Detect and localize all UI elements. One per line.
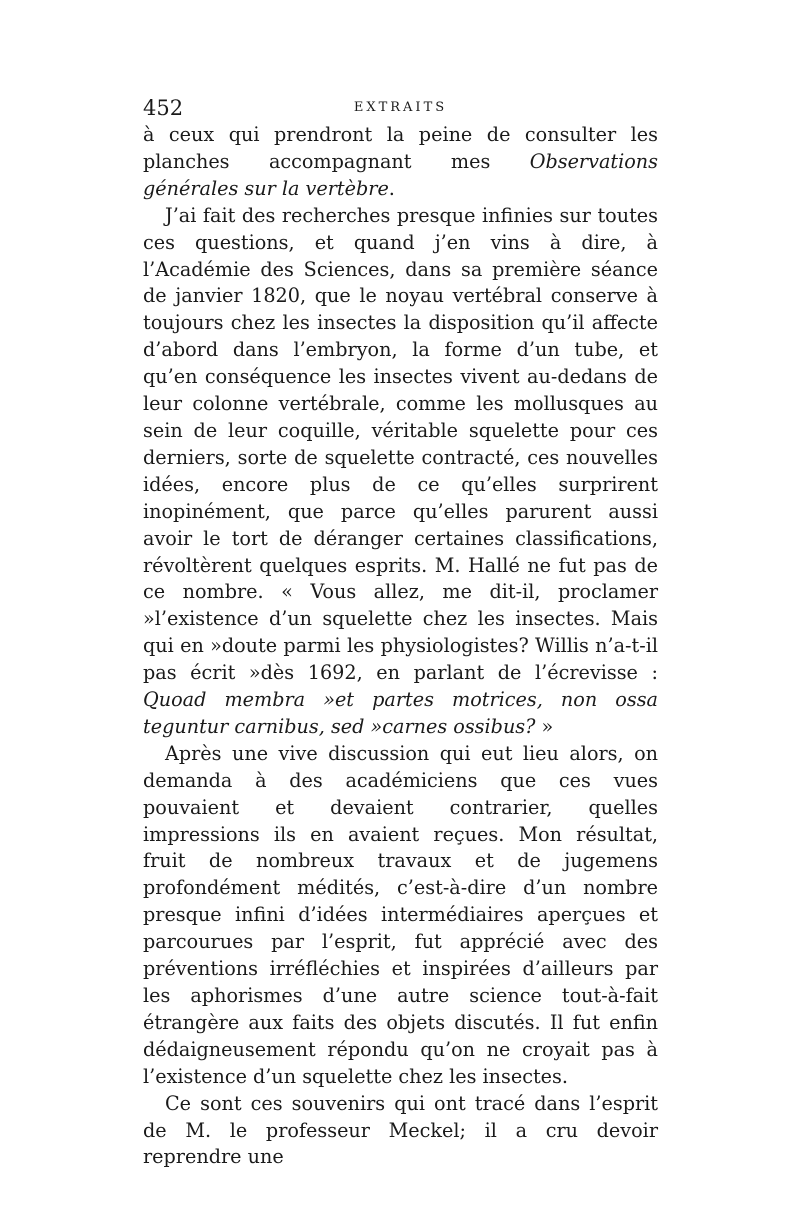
running-title: EXTRAITS <box>353 100 448 115</box>
text-segment: . <box>388 176 395 200</box>
text-segment: » <box>535 714 554 738</box>
running-head <box>143 96 658 122</box>
body-text <box>143 122 658 1171</box>
text-segment: J’ai fait des recherches presque infinies sur toutes ces questions, et quand j’en vins à dire, à l’Académie des Sciences, dans sa première séance de janvier 1820, que le noyau vertébral conserve à toujours chez les insectes la disposition qu’il affecte d’abord dans l’embryon, la forme d’un tube, et qu’en conséquence les insectes vivent au-dedans de leur colonne vertébrale, comme les mollusques au sein de leur coquille, véritable squelette pour ces derniers, sorte de squelette contracté, ces nouvelles idées, encore plus de ce qu’elles surprirent inopinément, que parce qu’elles parurent aussi avoir le tort de déranger certaines classifications, révoltèrent quelques esprits. M. Hallé ne fut pas de ce nombre. « Vous allez, me dit-il, proclamer »l’existence d’un squelette chez les insectes. Mais qui en »doute parmi les physiologistes? Willis n’a-t-il pas écrit »dès 1692, en parlant de l’écrevisse : <box>143 203 658 685</box>
text-segment: Ce sont ces souvenirs qui ont tracé dans l’esprit de M. le professeur Meckel; il a cru devoir reprendre une <box>143 1091 658 1169</box>
page-number: 452 <box>143 96 184 120</box>
paragraph-3 <box>143 741 658 1091</box>
text-segment: à ceux qui prendront la peine de consulter les planches accompagnant mes <box>143 123 658 173</box>
book-page <box>143 96 658 1171</box>
paragraph-2 <box>143 203 658 741</box>
italic-segment: Observations générales sur la vertèbre <box>143 149 658 200</box>
paragraph-1 <box>143 122 658 203</box>
text-segment: Après une vive discussion qui eut lieu alors, on demanda à des académiciens que ces vues pouvaient et devaient contrarier, quelles impressions ils en avaient reçues. Mon résultat, fruit de nombreux travaux et de jugemens profondément médités, c’est-à-dire d’un nombre presque infini d’idées intermédiaires aperçues et parcourues par l’esprit, fut apprécié avec des préventions irréfléchies et inspirées d’ailleurs par les aphorismes d’une autre science tout-à-fait étrangère aux faits des objets discutés. Il fut enfin dédaigneusement répondu qu’on ne croyait pas à l’existence d’un squelette chez les insectes. <box>143 741 658 1088</box>
italic-segment: Quoad membra »et partes motrices, non ossa teguntur carnibus, sed »carnes ossibus? <box>143 688 658 738</box>
paragraph-4 <box>143 1091 658 1172</box>
